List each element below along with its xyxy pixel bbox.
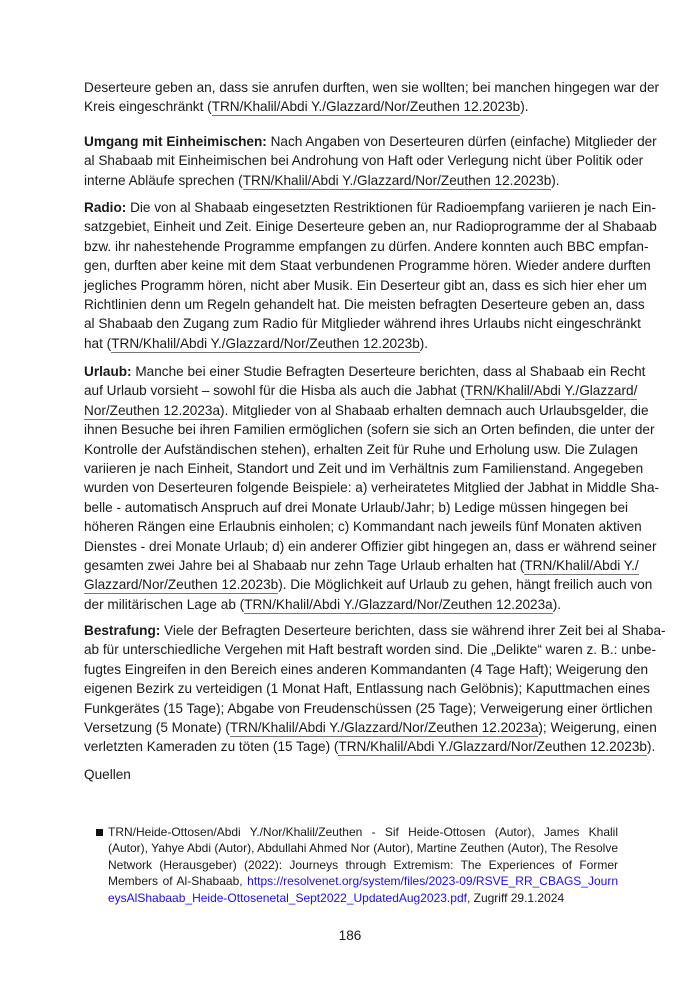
text: ). (520, 99, 529, 115)
text-line (84, 737, 656, 756)
source-text-block (108, 824, 618, 906)
citation-link[interactable]: Nor/Zeuthen 12.2023a (84, 402, 221, 418)
text: ihnen Besuche bei ihren Familien ermöglichen (sofern sie sich an Orten befinden, die unter der (84, 422, 655, 438)
text: Deserteure geben an, dass sie anrufen durften, wen sie wollten; bei manchen hingegen war der (84, 80, 660, 95)
text: der militärischen Lage ab ( (84, 596, 245, 612)
text-line (84, 718, 657, 737)
text: interne Abläufe sprechen ( (84, 172, 243, 188)
text: ). (419, 335, 429, 351)
text: ). Mitglieder von al Shabaab erhalten demnach auch Urlaubsgelder, die (220, 402, 649, 418)
text-line (84, 621, 666, 640)
text: auf Urlaub vorsieht – sowohl für die Hisba als auch die Jabhat ( (84, 383, 465, 399)
text: belle - automatisch Anspruch auf drei Monate Urlaub/Jahr; b) Ledige müssen hingegen bei (84, 499, 629, 515)
paragraph-umgang (84, 132, 657, 190)
paragraph-heading: Umgang mit Einheimischen: (84, 134, 267, 149)
paragraph-heading: Urlaub: (84, 364, 132, 379)
text: ). (646, 739, 656, 755)
citation-link[interactable]: TRN/Khalil/Abdi Y./Glazzard/Nor/Zeuthen 12.2023b (242, 172, 552, 188)
text: bzw. ihr nahestehende Programme empfangen zu dürfen. Andere konnten auch BBC empfan- (84, 238, 649, 254)
paragraph-heading: Radio: (84, 200, 127, 215)
text: Manche bei einer Studie Befragten Deserteure berichten, dass al Shabaab ein Recht (131, 364, 646, 379)
citation-link[interactable]: TRN/Khalil/Abdi Y./Glazzard/Nor/Zeuthen 12.2023b (211, 99, 521, 115)
text: verletzten Kameraden zu töten (15 Tage) ( (84, 739, 339, 755)
text: wurden von Deserteuren folgende Beispiele: a) verheiratetes Mitglied der Jabhat in Middle Sha- (84, 480, 660, 496)
text: gesamten zwei Jahre bei al Shabaab nur zehn Tage Urlaub erhalten hat ( (84, 558, 525, 574)
text: variieren je nach Einheit, Standort und Zeit und im Verhältnis zum Familienstand. Angegeben (84, 461, 644, 477)
text: ). (552, 596, 562, 612)
text: al Shabaab mit Einheimischen bei Androhung von Haft oder Verlegung nicht über Politik oder (84, 153, 644, 169)
text: Die von al Shabaab eingesetzten Restriktionen für Radioempfang variieren je nach Ein- (126, 200, 657, 215)
text-line (84, 537, 657, 556)
text-line (84, 478, 660, 497)
text-line (84, 362, 646, 381)
paragraph-urlaub (84, 362, 660, 614)
text-line (84, 132, 657, 151)
citation-link[interactable]: TRN/Khalil/Abdi Y./Glazzard/Nor/Zeuthen 12.2023b (338, 739, 647, 755)
citation-link[interactable]: Glazzard/Nor/Zeuthen 12.2023b (84, 577, 279, 593)
source-item (96, 824, 618, 906)
text-line (84, 556, 639, 575)
paragraph-radio (84, 198, 657, 353)
text: Dienstes - drei Monate Urlaub; d) ein anderer Offizier gibt hingegen an, dass er während seiner (84, 538, 657, 554)
text-line (84, 151, 644, 170)
text-line (84, 517, 642, 536)
text-line (84, 334, 617, 353)
text: ). Die Möglichkeit auf Urlaub zu gehen, hängt freilich auch von (278, 577, 653, 593)
text-line (84, 97, 617, 116)
text-line (84, 198, 657, 217)
text: Viele der Befragten Deserteure berichten, dass sie während ihrer Zeit bei al Shaba- (160, 623, 666, 638)
citation-link[interactable]: TRN/Khalil/Abdi Y./ (524, 558, 639, 574)
citation-link[interactable]: TRN/Khalil/Abdi Y./Glazzard/ (464, 383, 638, 399)
paragraph-bestrafung (84, 621, 666, 757)
text-line (84, 217, 657, 236)
text-line (84, 401, 649, 420)
text: Nach Angaben von Deserteuren dürfen (einfache) Mitglieder der (266, 134, 657, 149)
source-text: TRN/Heide-Ottosen/Abdi Y./Nor/Khalil/Zeuthen - Sif Heide-Ottosen (Autor), James Khalil (Autor), Yahye Abdi (Autor), Abdullahi Ahmed Nor (Autor), Martine Zeuthen (Autor), The Resolve Network (Herausgeber) (2022): Journeys through Extremism: The Experiences of Former Members of Al-Shabaab, (108, 825, 618, 889)
sources-heading: Quellen (84, 767, 131, 782)
citation-link[interactable]: TRN/Khalil/Abdi Y./Glazzard/Nor/Zeuthen 12.2023b (111, 335, 420, 351)
text: jegliches Programm hören, nicht aber Musik. Ein Deserteur gibt an, dass es sich hier eher um (84, 277, 647, 293)
source-suffix: , Zugriff 29.1.2024 (466, 890, 565, 905)
text-line (84, 256, 651, 275)
text: ). (551, 172, 560, 188)
paragraph-telefon (84, 78, 660, 117)
text: höheren Rängen eine Erlaubnis einholen; c) Kommandant nach jeweils fünf Monaten aktiven (84, 519, 642, 535)
bullet-icon (96, 829, 103, 836)
text-line (84, 660, 649, 679)
text: eigenen Bezirk zu verteidigen (1 Monat Haft, Entlassung nach Gelöbnis); Kaputtmachen eines (84, 681, 650, 697)
text-line (84, 699, 653, 718)
text-line (84, 78, 660, 97)
text-line (84, 171, 617, 190)
text: Kreis eingeschränkt ( (84, 99, 212, 115)
paragraph-heading: Bestrafung: (84, 623, 161, 638)
text: ); Weigerung, einen (538, 720, 657, 736)
page-number: 186 (338, 928, 362, 943)
text: ab für unterschiedliche Vergehen mit Haft bestraft worden sind. Die „Delikte“ waren z. B.: unbe- (84, 642, 656, 658)
text-line (84, 459, 644, 478)
text-line (84, 314, 641, 333)
text-line (84, 679, 650, 698)
text: al Shabaab den Zugang zum Radio für Mitglieder während ihres Urlaubs nicht eingeschränkt (84, 316, 641, 332)
sources-list (96, 824, 618, 906)
source-link[interactable]: https://resolvenet.org/system/files/2023-09/RSVE_RR_CBAGS_JourneysAlShabaab_Heide-Ottosenetal_Sept2022_UpdatedAug2023.pdf (108, 874, 618, 905)
text: gen, durften aber keine mit dem Staat verbundenen Programme hören. Wieder andere durften (84, 258, 651, 274)
text-line (84, 276, 647, 295)
text-line (84, 440, 638, 459)
text: Kontrolle der Aufständischen stehen), erhalten Zeit für Ruhe und Erholung usw. Die Zulagen (84, 441, 638, 457)
text-line (84, 498, 629, 517)
text: hat ( (84, 335, 112, 351)
text-line (84, 420, 655, 439)
citation-link[interactable]: TRN/Khalil/Abdi Y./Glazzard/Nor/Zeuthen 12.2023a (229, 720, 539, 736)
text: satzgebiet, Einheit und Zeit. Einige Deserteure geben an, nur Radioprogramme der al Shabaab (84, 219, 657, 235)
text-line (84, 595, 617, 614)
text-line (84, 381, 638, 400)
text: Funkgerätes (15 Tage); Abgabe von Freudenschüssen (25 Tage); Verweigerung einer örtlichen (84, 700, 653, 716)
citation-link[interactable]: TRN/Khalil/Abdi Y./Glazzard/Nor/Zeuthen 12.2023a (244, 596, 553, 612)
text-line (84, 575, 653, 594)
text: fugtes Eingreifen in den Bereich eines anderen Kommandanten (4 Tage Haft); Weigerung den (84, 661, 649, 677)
text-line (84, 237, 649, 256)
text: Versetzung (5 Monate) ( (84, 720, 230, 736)
text-line (84, 640, 656, 659)
text-line (84, 295, 645, 314)
text: Richtlinien denn um Regeln gehandelt hat. Die meisten befragten Deserteure geben an, dass (84, 297, 645, 313)
